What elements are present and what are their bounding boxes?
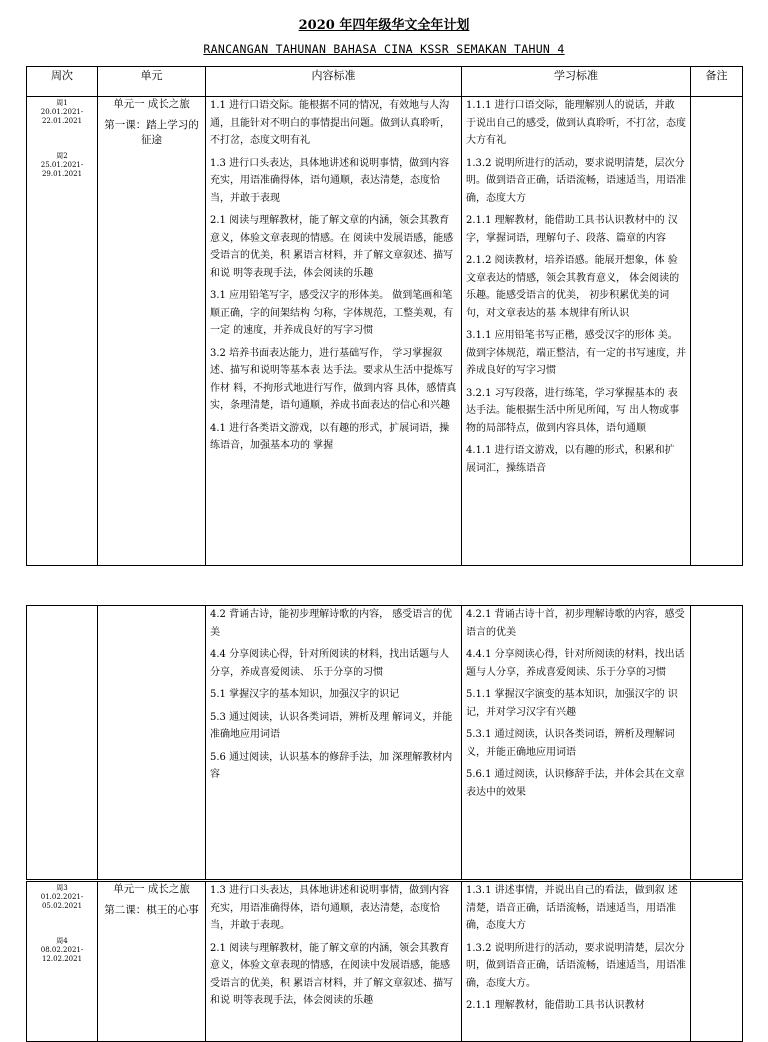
- week-date-end: 12.02.2021: [41, 955, 83, 963]
- document-subtitle: RANCANGAN TAHUNAN BAHASA CINA KSSR SEMAKAN TAHUN 4: [203, 42, 565, 56]
- learning-standard-item: 3.2.1 习写段落，进行练笔，学习掌握基本的 表达手法。能根据生活中所见所闻，写 出人物或事物的局部特点，做到内容具体，语句通顺: [466, 387, 680, 434]
- week-cell: [27, 882, 98, 1042]
- week-date-end: 22.01.2021: [41, 117, 83, 125]
- plan-table-block-1: [26, 66, 743, 566]
- week-date-start: 20.01.2021-: [40, 108, 84, 116]
- learning-standard-cell: [462, 606, 691, 880]
- content-standard-item: 4.1 进行各类语文游戏，以有趣的形式，扩展词语，操练语音，加强基本功的 掌握: [210, 422, 450, 451]
- header-learning-standard: 学习标准: [462, 67, 691, 97]
- content-standard-item: 5.1 掌握汉字的基本知识，加强汉字的识记: [210, 689, 400, 700]
- unit-title: 单元一 成长之旅: [113, 883, 190, 895]
- content-standard-item: 3.1 应用铅笔写字，感受汉字的形体美。 做到笔画和笔顺正确，字的间架结构 匀称，字体规范，工整美观，有一定 的速度，并养成良好的写字习惯: [210, 290, 454, 336]
- learning-standard-item: 5.3.1 通过阅读，认识各类词语，辨析及理解词义，并能正确地应用词语: [466, 729, 675, 758]
- week-date-end: 05.02.2021: [41, 902, 83, 910]
- content-standard-item: 5.6 通过阅读，认识基本的修辞手法，加 深理解教材内容: [210, 751, 453, 780]
- learning-standard-item: 1.1.1 进行口语交际，能理解别人的说话，并敢 于说出自己的感受，做到认真聆听，不打岔，态度大方有礼: [466, 100, 686, 146]
- learning-standard-cell: [462, 882, 691, 1042]
- content-standard-item: 1.1 进行口语交际。能根据不同的情况，有效地与人沟通，且能针对不明白的事情提出问题。做到认真聆听，不打岔，态度文明有礼: [210, 100, 450, 146]
- lesson-title: 第一课：踏上学习的征途: [104, 119, 199, 146]
- document-title: 2020 年四年级华文全年计划: [298, 18, 470, 33]
- content-standard-item: 2.1 阅读与理解教材，能了解文章的内涵，领会其教育意义，体验文章表现的情感，在阅读中发展语感，能感受语言的优美，积 累语言材料，并了解文章叙述、描写和说 明等表现手法，体会阅读的乐趣: [210, 942, 454, 1006]
- plan-table-block-3: [26, 881, 743, 1042]
- learning-standard-item: 5.6.1 通过阅读，认识修辞手法，并体会其在文章表达中的效果: [466, 769, 685, 798]
- unit-cell: [98, 882, 206, 1042]
- week-date-start: 01.02.2021-: [40, 893, 84, 901]
- unit-cell: [98, 606, 206, 880]
- learning-standard-item: 1.3.2 说明所进行的活动，要求说明清楚，层次分明，做到语音正确，话语流畅，语速适当，用语准确，态度大方。: [466, 942, 686, 989]
- content-standard-cell: [206, 97, 462, 566]
- content-standard-item: 1.3 进行口头表达，具体地讲述和说明事情，做到内容充实，用语准确得体，语句通顺，表达清楚，态度恰当，并敢于表现。: [210, 885, 450, 931]
- week-cell: [27, 97, 98, 566]
- content-standard-item: 4.4 分享阅读心得，针对所阅读的材料，找出话题与人分享，养成喜爱阅读、 乐于分享的习惯: [210, 649, 450, 678]
- learning-standard-cell: [462, 97, 691, 566]
- content-standard-item: 4.2 背诵古诗，能初步理解诗歌的内容， 感受语言的优美: [210, 609, 453, 638]
- lesson-title: 第二课：棋王的心事: [104, 904, 199, 916]
- week-label: 周2: [56, 152, 68, 160]
- unit-title: 单元一 成长之旅: [113, 98, 190, 110]
- remarks-cell: [691, 882, 743, 1042]
- header-week: 周次: [27, 67, 98, 97]
- learning-standard-item: 1.3.2 说明所进行的活动，要求说明清楚，层次分明。做到语音正确，话语流畅，语速适当，用语准确，态度大方: [466, 157, 686, 204]
- learning-standard-item: 4.4.1 分享阅读心得，针对所阅读的材料，找出话题与人分享，养成喜爱阅读、乐于分享的习惯: [466, 649, 685, 678]
- learning-standard-item: 1.3.1 讲述事情，并说出自己的看法，做到叙 述清楚，语音正确，话语流畅，语速适当，用语准确，态度大方: [466, 885, 678, 931]
- content-standard-item: 3.2 培养书面表达能力，进行基础写作， 学习掌握叙述、描写和说明等基本表 达手法。要求从生活中提炼写作材 料，不拘形式地进行写作，做到内容 具体，感情真实，条理清楚，语句通顺，养成书面表达的信心和兴趣: [210, 347, 457, 411]
- remarks-cell: [691, 606, 743, 880]
- header-content-standard: 内容标准: [206, 67, 462, 97]
- week-label: 周4: [56, 937, 68, 945]
- content-standard-item: 2.1 阅读与理解教材，能了解文章的内涵，领会其教育意义，体验文章表现的情感。在 阅读中发展语感，能感受语言的优美，积 累语言材料，并了解文章叙述、描写和说 明等表现手法，体会阅读的乐趣: [210, 215, 454, 279]
- week-date-start: 08.02.2021-: [40, 946, 84, 954]
- content-standard-cell: [206, 882, 462, 1042]
- week-label: 周3: [56, 884, 68, 892]
- header-unit: 单元: [98, 67, 206, 97]
- plan-table-block-2: [26, 605, 743, 880]
- remarks-cell: [691, 97, 743, 566]
- learning-standard-item: 3.1.1 应用铅笔书写正楷，感受汉字的形体 美。做到字体规范，端正整洁，有一定的书写速度，并养成良好的写字习惯: [466, 330, 686, 376]
- content-standard-item: 5.3 通过阅读，认识各类词语，辨析及理 解词义，并能准确地应用词语: [210, 711, 453, 740]
- content-standard-item: 1.3 进行口头表达，具体地讲述和说明事情，做到内容充实，用语准确得体，语句通顺，表达清楚，态度恰当，并敢于表现: [210, 157, 450, 204]
- learning-standard-item: 5.1.1 掌握汉字演变的基本知识，加强汉字的 识记，并对学习汉字有兴趣: [466, 689, 678, 718]
- content-standard-cell: [206, 606, 462, 880]
- week-label: 周1: [56, 99, 68, 107]
- learning-standard-item: 4.2.1 背诵古诗十首，初步理解诗歌的内容，感受语言的优美: [466, 609, 685, 638]
- week-date-start: 25.01.2021-: [40, 161, 84, 169]
- week-cell: [27, 606, 98, 880]
- learning-standard-item: 2.1.2 阅读教材，培养语感。能展开想象，体 验文章表达的情感，领会其教育意义， 体会阅读的乐趣。能感受语言的优美， 初步积累优美的词句，对文章表达的基 本规律有所认识: [466, 255, 680, 319]
- week-date-end: 29.01.2021: [41, 170, 83, 178]
- learning-standard-item: 4.1.1 进行语文游戏，以有趣的形式，积累和扩 展词汇，操练语音: [466, 445, 675, 474]
- learning-standard-item: 2.1.1 理解教材，能借助工具书认识教材中的 汉字，掌握词语，理解句子、段落、篇章的内容: [466, 215, 678, 244]
- header-remarks: 备注: [691, 67, 743, 97]
- learning-standard-item: 2.1.1 理解教材，能借助工具书认识教材: [466, 1000, 645, 1011]
- unit-cell: [98, 97, 206, 566]
